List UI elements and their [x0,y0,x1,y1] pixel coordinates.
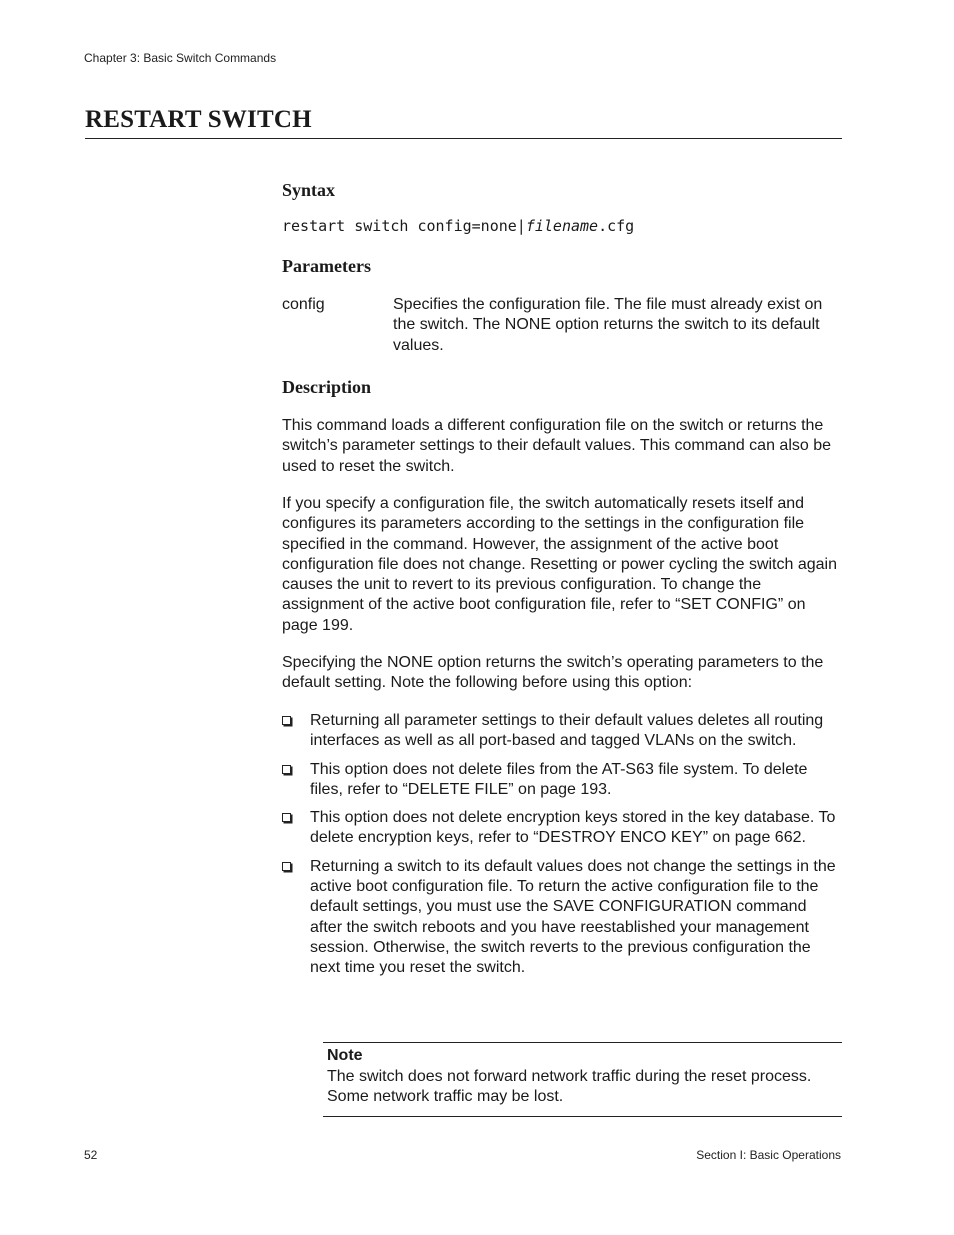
checkbox-square-icon [282,813,291,822]
command-filename: filename [525,217,599,235]
note-box [323,1042,842,1117]
bullet-list [282,711,842,987]
list-item: This option does not delete files from the AT-S63 file system. To delete files, refer to “DELETE FILE” on page 193. [282,760,842,801]
note-text: The switch does not forward network traffic during the reset process. Some network traffic may be lost. [327,1068,812,1106]
checkbox-square-icon [282,862,291,871]
page-number: 52 [84,1148,98,1162]
list-item: Returning all parameter settings to their default values deletes all routing interfaces as well as all port-based and tagged VLANs on the switch. [282,711,842,752]
description-heading: Description [282,377,371,397]
command-prefix: restart switch config=none| [282,217,526,235]
list-item: This option does not delete encryption keys stored in the key database. To delete encryption keys, refer to “DESTROY ENCO KEY” on page 662. [282,808,842,849]
checkbox-square-icon [282,765,291,774]
description-paragraph: If you specify a configuration file, the switch automatically resets itself and configures its parameters according to the settings in the configuration file specified in the command. However, the assignment of the active boot configuration file does not change. Resetting or power cycling the switch again causes the unit to revert to its previous configuration. To change the assignment of the active boot configuration file, refer to “SET CONFIG” on page 199. [282,495,837,634]
description-paragraph: Specifying the NONE option returns the switch’s operating parameters to the default setting. Note the following before using this option: [282,654,824,692]
description-paragraph: This command loads a different configuration file on the switch or returns the switch’s parameter settings to their default values. This command can also be used to reset the switch. [282,417,832,475]
running-header: Chapter 3: Basic Switch Commands [84,51,277,65]
checkbox-square-icon [282,716,291,725]
parameters-heading: Parameters [282,256,371,276]
page-title: RESTART SWITCH [85,106,842,139]
command-suffix: .cfg [598,217,635,235]
parameter-name: config [282,296,325,313]
parameter-description: Specifies the configuration file. The file must already exist on the switch. The NONE option returns the switch to its default values. [393,296,823,354]
footer-section: Section I: Basic Operations [696,1148,841,1162]
syntax-command [282,217,634,235]
syntax-heading: Syntax [282,180,336,200]
list-item: Returning a switch to its default values does not change the settings in the active boot configuration file. To return the active configuration file to the default settings, you must use the SAVE CONFIGURATION command after the switch reboots and you have reestablished your management session. Otherwise, the switch reverts to the previous configuration the next time you reset the switch. [282,857,842,979]
note-title: Note [327,1047,363,1064]
